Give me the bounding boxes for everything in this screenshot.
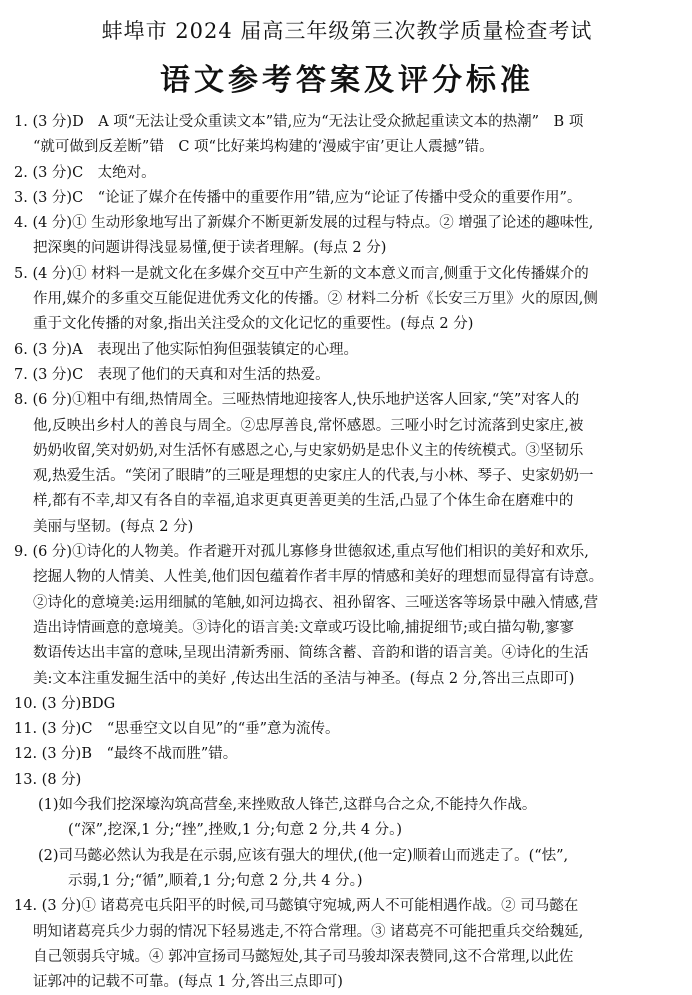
answer-line: 12. (3 分)B “最终不战而胜”错。 <box>14 746 238 763</box>
answer-line: 挖掘人物的人情美、人性美,他们因包蕴着作者丰厚的情感和美好的理想而显得富有诗意。 <box>33 569 604 586</box>
answer-item-8 <box>14 388 680 540</box>
answer-item-7 <box>14 363 680 388</box>
answer-line: 重于文化传播的对象,指出关注受众的文化记忆的重要性。(每点 2 分) <box>33 316 474 333</box>
answer-item-13 <box>14 768 680 894</box>
answer-item-14 <box>14 894 680 995</box>
answer-line: “就可做到反差断”错 C 项“比好莱坞构建的‘漫威宇宙’更让人震撼”错。 <box>33 139 494 156</box>
answer-line: 8. (6 分)①粗中有细,热情周全。三哑热情地迎接客人,快乐地护送客人回家,“笑”对客人的 <box>14 392 580 409</box>
answer-item-10 <box>14 692 680 717</box>
answer-item-5 <box>14 262 680 338</box>
answer-line: (“深”,挖深,1 分;“挫”,挫败,1 分;句意 2 分,共 4 分。) <box>68 822 403 839</box>
answers-list <box>14 110 680 995</box>
answer-line: 明知诸葛亮兵少力弱的情况下轻易逃走,不符合常理。③ 诸葛亮不可能把重兵交给魏延, <box>33 923 584 940</box>
answer-line: 2. (3 分)C 太绝对。 <box>14 164 156 181</box>
answer-item-6 <box>14 338 680 363</box>
answer-item-1 <box>14 110 680 161</box>
answer-line: 造出诗情画意的意境美。③诗化的语言美:文章或巧设比喻,捕捉细节;或白描勾勒,寥寥 <box>33 619 574 636</box>
answer-item-2 <box>14 161 680 186</box>
answer-line: 4. (4 分)① 生动形象地写出了新媒介不断更新发展的过程与特点。② 增强了论述的趣味性, <box>14 215 594 232</box>
answer-line: 14. (3 分)① 诸葛亮屯兵阳平的时候,司马懿镇守宛城,两人不可能相遇作战。② 司马懿在 <box>14 898 579 915</box>
answer-line: 作用,媒介的多重交互能促进优秀文化的传播。② 材料二分析《长安三万里》火的原因,侧 <box>33 291 598 308</box>
answer-line: 美丽与坚韧。(每点 2 分) <box>33 518 194 535</box>
answer-line: 5. (4 分)① 材料一是就文化在多媒介交互中产生新的文本意义而言,侧重于文化传播媒介的 <box>14 265 589 282</box>
answer-line: 11. (3 分)C “思垂空文以自见”的“垂”意为流传。 <box>14 721 340 738</box>
answer-item-3 <box>14 186 680 211</box>
answer-line: 证郭冲的记载不可靠。(每点 1 分,答出三点即可) <box>33 974 343 991</box>
exam-title: 蚌埠市 2024 届高三年级第三次教学质量检查考试 <box>101 19 593 43</box>
answer-line: 观,热爱生活。“笑闭了眼睛”的三哑是理想的史家庄人的代表,与小林、琴子、史家奶奶一 <box>33 468 594 485</box>
answer-line: 奶奶收留,笑对奶奶,对生活怀有感恩之心,与史家奶奶是忠仆义主的传统模式。③坚韧乐 <box>33 442 584 459</box>
answer-line: 数语传达出丰富的意味,呈现出清新秀丽、简练含蓄、音韵和谐的语言美。④诗化的生活 <box>33 645 589 662</box>
answer-13-sub-2 <box>14 844 680 895</box>
answer-line: 13. (8 分) <box>14 771 82 788</box>
answer-line: 把深奥的问题讲得浅显易懂,便于读者理解。(每点 2 分) <box>33 240 387 257</box>
answer-item-12 <box>14 742 680 767</box>
answer-item-9 <box>14 540 680 692</box>
answer-item-11 <box>14 717 680 742</box>
answer-line: 他,反映出乡村人的善良与周全。②忠厚善良,常怀感恩。三哑小时乞讨流落到史家庄,被 <box>33 417 584 434</box>
answer-line: 9. (6 分)①诗化的人物美。作者避开对孤儿寡修身世德叙述,重点写他们相识的美好和欢乐, <box>14 544 589 561</box>
answer-line: 10. (3 分)BDG <box>14 695 116 712</box>
answer-line: 示弱,1 分;“循”,顺着,1 分;句意 2 分,共 4 分。) <box>68 872 363 889</box>
answer-line: 1. (3 分)D A 项“无法让受众重读文本”错,应为“无法让受众掀起重读文本的热潮” B 项 <box>14 114 584 130</box>
answer-line: 6. (3 分)A 表现出了他实际怕狗但强装镇定的心理。 <box>14 341 359 358</box>
answer-line: (2)司马懿必然认为我是在示弱,应该有强大的埋伏,(他一定)顺着山而逃走了。(“怯”, <box>38 847 569 864</box>
answer-line: 7. (3 分)C 表现了他们的天真和对生活的热爱。 <box>14 366 330 383</box>
answer-13-sub-1 <box>14 793 680 844</box>
answer-line: (1)如今我们挖深壕沟筑高营垒,来挫败敌人锋芒,这群乌合之众,不能持久作战。 <box>38 797 537 814</box>
answer-line: 3. (3 分)C “论证了媒介在传播中的重要作用”错,应为“论证了传播中受众的重要作用”。 <box>14 189 582 206</box>
answer-item-4 <box>14 211 680 262</box>
answer-line: 样,都有不幸,却又有各自的幸福,追求更真更善更美的生活,凸显了个体生命在磨难中的 <box>33 493 574 510</box>
answer-line: 美:文本注重发掘生活中的美好 ,传达出生活的圣洁与神圣。(每点 2 分,答出三点即可) <box>33 670 575 687</box>
answer-line: ②诗化的意境美:运用细腻的笔触,如河边捣衣、祖孙留客、三哑送客等场景中融入情感,营 <box>33 594 599 611</box>
answer-line: 自己领弱兵守城。④ 郭冲宣扬司马懿短处,其子司马骏却深表赞同,这不合常理,以此佐 <box>33 948 574 965</box>
doc-title: 语文参考答案及评分标准 <box>160 63 534 98</box>
